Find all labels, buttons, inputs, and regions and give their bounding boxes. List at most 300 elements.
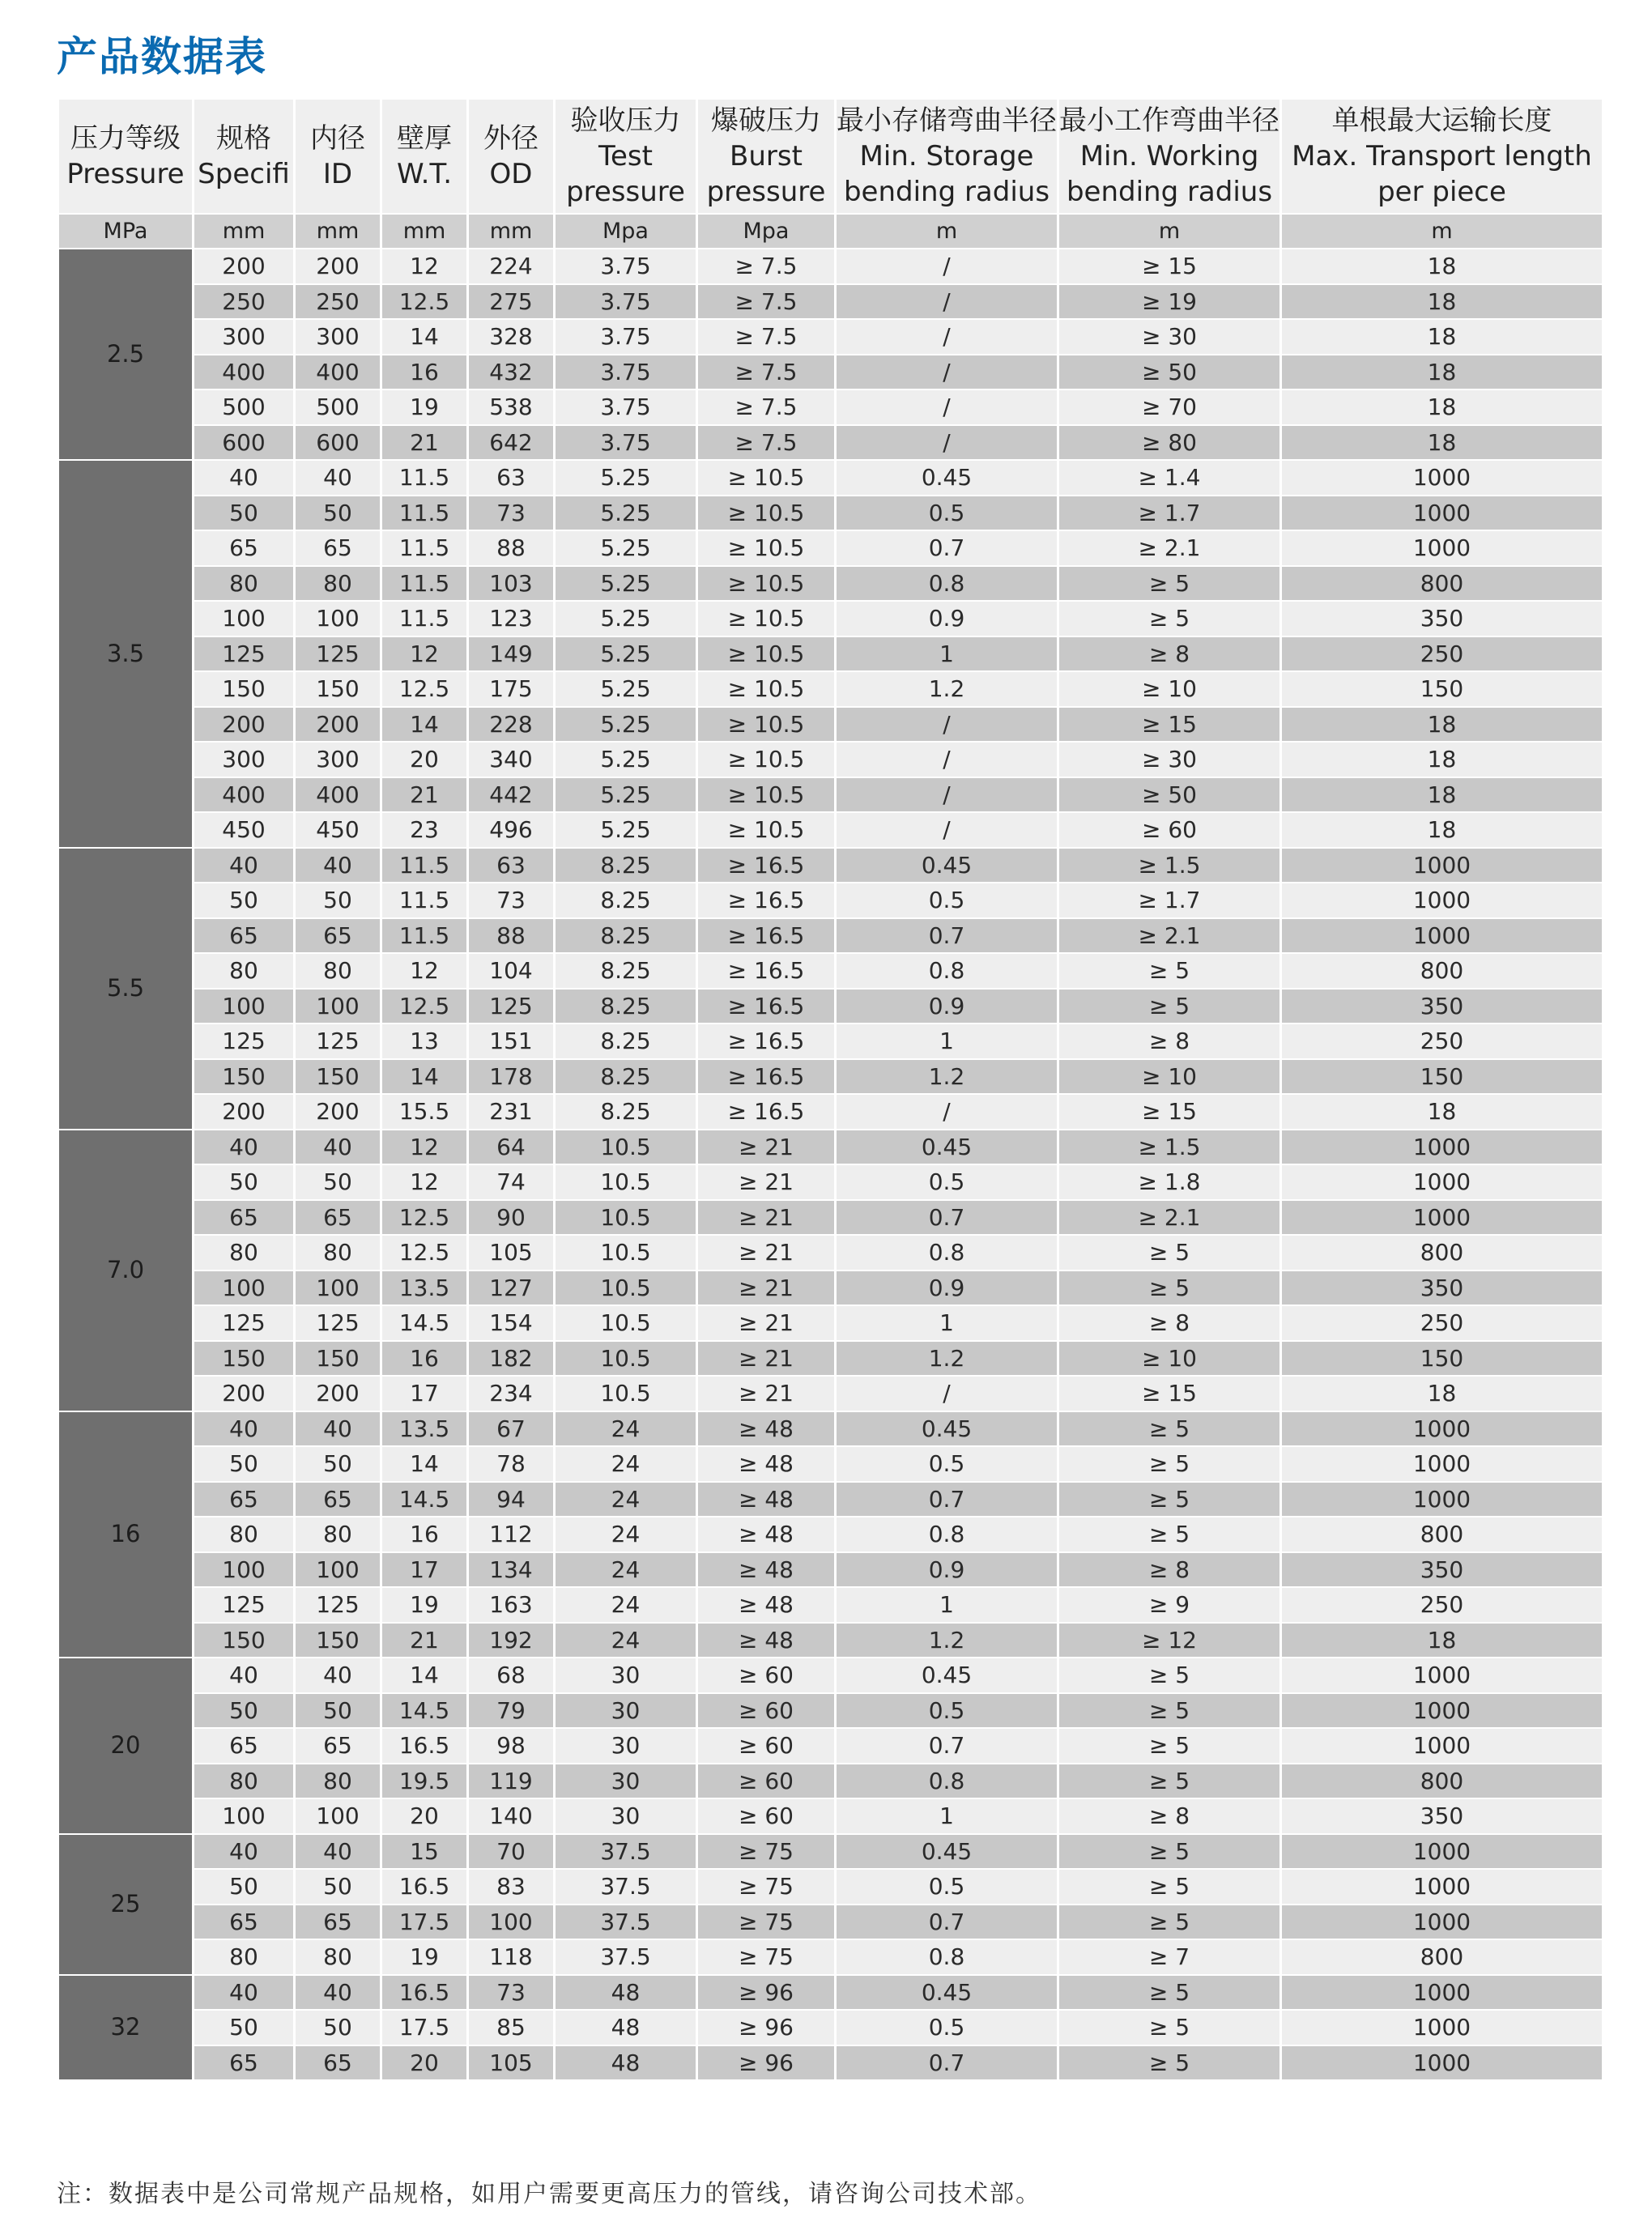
- table-cell: 18: [1282, 390, 1602, 424]
- table-cell: 140: [469, 1799, 553, 1833]
- column-header-en: bending radius: [1066, 176, 1273, 208]
- table-cell: 64: [469, 1130, 553, 1164]
- table-cell: 125: [469, 990, 553, 1024]
- table-cell: 0.7: [837, 1905, 1057, 1939]
- table-cell: 0.8: [837, 954, 1057, 988]
- table-cell: ≥ 60: [698, 1764, 834, 1798]
- table-cell: 40: [296, 849, 380, 883]
- table-cell: 200: [194, 1095, 293, 1129]
- table-cell: 100: [194, 1553, 293, 1587]
- table-cell: ≥ 60: [698, 1729, 834, 1763]
- table-cell: 12.5: [382, 990, 466, 1024]
- table-cell: ≥ 1.5: [1059, 1130, 1279, 1164]
- table-cell: 16.5: [382, 1976, 466, 2010]
- table-cell: 1000: [1282, 849, 1602, 883]
- table-cell: 65: [296, 1905, 380, 1939]
- column-header-en: Min. Storage: [859, 140, 1034, 172]
- table-cell: 0.45: [837, 1835, 1057, 1869]
- table-cell: 73: [469, 496, 553, 530]
- table-cell: ≥ 75: [698, 1905, 834, 1939]
- table-cell: 125: [194, 1024, 293, 1058]
- table-cell: 104: [469, 954, 553, 988]
- unit-cell: m: [1059, 215, 1279, 248]
- table-cell: 16.5: [382, 1870, 466, 1904]
- pressure-group-cell: 5.5: [59, 849, 192, 1129]
- table-cell: ≥ 21: [698, 1342, 834, 1376]
- table-cell: 8.25: [556, 1060, 696, 1094]
- table-cell: 63: [469, 849, 553, 883]
- table-cell: ≥ 5: [1059, 567, 1279, 601]
- table-cell: 50: [194, 1870, 293, 1904]
- table-cell: 65: [194, 1483, 293, 1517]
- table-cell: 300: [194, 320, 293, 354]
- table-cell: 1000: [1282, 1694, 1602, 1728]
- table-cell: 80: [194, 1517, 293, 1551]
- table-row: [59, 355, 1602, 389]
- table-cell: 1000: [1282, 461, 1602, 495]
- table-cell: 1.2: [837, 1060, 1057, 1094]
- table-cell: 200: [194, 708, 293, 742]
- table-cell: 0.9: [837, 1271, 1057, 1305]
- table-row: [59, 320, 1602, 354]
- table-cell: 94: [469, 1483, 553, 1517]
- table-cell: 24: [556, 1624, 696, 1658]
- table-cell: 800: [1282, 1940, 1602, 1974]
- table-cell: 100: [296, 1271, 380, 1305]
- table-cell: 8.25: [556, 1095, 696, 1129]
- table-cell: /: [837, 813, 1057, 847]
- unit-cell: mm: [382, 215, 466, 248]
- table-cell: 85: [469, 2011, 553, 2045]
- table-cell: ≥ 5: [1059, 990, 1279, 1024]
- table-cell: 10.5: [556, 1165, 696, 1199]
- table-cell: 19.5: [382, 1764, 466, 1798]
- table-row: [59, 1342, 1602, 1376]
- table-cell: 18: [1282, 708, 1602, 742]
- table-cell: 14: [382, 708, 466, 742]
- table-cell: ≥ 5: [1059, 1412, 1279, 1446]
- table-cell: ≥ 10.5: [698, 637, 834, 671]
- table-cell: ≥ 16.5: [698, 849, 834, 883]
- table-cell: 442: [469, 778, 553, 812]
- table-cell: 10.5: [556, 1236, 696, 1270]
- column-header-zh: 验收压力: [570, 104, 681, 137]
- unit-cell: mm: [194, 215, 293, 248]
- table-cell: 642: [469, 426, 553, 460]
- table-cell: 24: [556, 1483, 696, 1517]
- table-row: [59, 1764, 1602, 1798]
- table-cell: 5.25: [556, 743, 696, 777]
- table-cell: ≥ 8: [1059, 1024, 1279, 1058]
- table-cell: 0.9: [837, 602, 1057, 636]
- table-cell: 65: [194, 2046, 293, 2080]
- table-cell: ≥ 7.5: [698, 426, 834, 460]
- table-cell: 16: [382, 1342, 466, 1376]
- table-row: [59, 1870, 1602, 1904]
- table-cell: 70: [469, 1835, 553, 1869]
- table-cell: 30: [556, 1729, 696, 1763]
- table-cell: 48: [556, 2046, 696, 2080]
- table-row: [59, 1976, 1602, 2010]
- table-cell: ≥ 21: [698, 1377, 834, 1411]
- table-cell: 500: [194, 390, 293, 424]
- table-cell: 175: [469, 672, 553, 706]
- table-cell: 1000: [1282, 883, 1602, 917]
- table-cell: ≥ 21: [698, 1306, 834, 1340]
- table-cell: 500: [296, 390, 380, 424]
- unit-cell: mm: [469, 215, 553, 248]
- table-cell: /: [837, 285, 1057, 319]
- table-cell: 0.8: [837, 1236, 1057, 1270]
- table-cell: ≥ 96: [698, 2011, 834, 2045]
- table-cell: /: [837, 320, 1057, 354]
- table-cell: ≥ 50: [1059, 355, 1279, 389]
- table-row: [59, 602, 1602, 636]
- table-cell: 50: [296, 496, 380, 530]
- table-cell: 16.5: [382, 1729, 466, 1763]
- table-cell: 48: [556, 2011, 696, 2045]
- table-cell: 275: [469, 285, 553, 319]
- table-cell: 50: [194, 883, 293, 917]
- table-cell: ≥ 10.5: [698, 461, 834, 495]
- table-cell: 150: [296, 1624, 380, 1658]
- column-header-zh: 规格: [216, 122, 271, 155]
- column-header-en: pressure: [706, 176, 826, 208]
- table-cell: 105: [469, 2046, 553, 2080]
- table-cell: 149: [469, 637, 553, 671]
- table-cell: 50: [296, 1870, 380, 1904]
- table-cell: 65: [296, 1483, 380, 1517]
- table-cell: 250: [296, 285, 380, 319]
- table-cell: ≥ 2.1: [1059, 1201, 1279, 1235]
- column-header: [556, 100, 696, 213]
- table-cell: ≥ 7.5: [698, 355, 834, 389]
- table-cell: 11.5: [382, 883, 466, 917]
- table-cell: 12: [382, 1130, 466, 1164]
- table-cell: 14: [382, 320, 466, 354]
- table-cell: 14.5: [382, 1306, 466, 1340]
- table-cell: 100: [296, 1553, 380, 1587]
- table-row: [59, 285, 1602, 319]
- table-cell: 5.25: [556, 531, 696, 565]
- table-cell: 5.25: [556, 602, 696, 636]
- table-cell: 0.8: [837, 1940, 1057, 1974]
- table-cell: ≥ 10.5: [698, 567, 834, 601]
- table-cell: 5.25: [556, 637, 696, 671]
- table-cell: 200: [296, 1095, 380, 1129]
- table-cell: 1.2: [837, 1624, 1057, 1658]
- table-cell: 80: [296, 1517, 380, 1551]
- table-cell: 350: [1282, 1553, 1602, 1587]
- table-cell: 3.75: [556, 355, 696, 389]
- column-header: [296, 100, 380, 213]
- column-header: [698, 100, 834, 213]
- table-cell: 21: [382, 426, 466, 460]
- table-cell: 450: [296, 813, 380, 847]
- table-cell: 40: [194, 461, 293, 495]
- table-row: [59, 708, 1602, 742]
- table-cell: 14: [382, 1447, 466, 1481]
- column-header-zh: 外径: [483, 122, 539, 155]
- table-cell: 18: [1282, 813, 1602, 847]
- table-cell: 40: [194, 1976, 293, 2010]
- table-cell: ≥ 60: [698, 1694, 834, 1728]
- table-row: [59, 1799, 1602, 1833]
- table-cell: 18: [1282, 778, 1602, 812]
- table-cell: ≥ 5: [1059, 1764, 1279, 1798]
- table-cell: ≥ 48: [698, 1517, 834, 1551]
- column-header: [469, 100, 553, 213]
- table-cell: 178: [469, 1060, 553, 1094]
- table-cell: ≥ 60: [698, 1658, 834, 1692]
- table-cell: 100: [194, 1799, 293, 1833]
- table-row: [59, 1483, 1602, 1517]
- table-cell: 40: [194, 849, 293, 883]
- table-cell: 0.7: [837, 2046, 1057, 2080]
- table-cell: ≥ 96: [698, 2046, 834, 2080]
- table-row: [59, 1236, 1602, 1270]
- table-cell: ≥ 15: [1059, 1377, 1279, 1411]
- table-cell: ≥ 5: [1059, 1729, 1279, 1763]
- table-cell: 11.5: [382, 531, 466, 565]
- table-cell: 400: [194, 778, 293, 812]
- table-cell: ≥ 48: [698, 1553, 834, 1587]
- pressure-group-cell: 20: [59, 1658, 192, 1833]
- table-cell: /: [837, 708, 1057, 742]
- table-cell: 50: [296, 1694, 380, 1728]
- table-cell: 65: [194, 1201, 293, 1235]
- table-body: [59, 249, 1602, 2079]
- table-cell: 150: [1282, 1060, 1602, 1094]
- header-row: [59, 100, 1602, 213]
- table-cell: 18: [1282, 743, 1602, 777]
- table-cell: 18: [1282, 355, 1602, 389]
- table-cell: 13: [382, 1024, 466, 1058]
- table-cell: ≥ 48: [698, 1624, 834, 1658]
- table-row: [59, 1940, 1602, 1974]
- unit-cell: MPa: [59, 215, 192, 248]
- table-row: [59, 1024, 1602, 1058]
- table-cell: 0.8: [837, 1764, 1057, 1798]
- table-cell: ≥ 1.5: [1059, 849, 1279, 883]
- table-cell: ≥ 5: [1059, 602, 1279, 636]
- table-cell: 125: [296, 637, 380, 671]
- table-cell: 50: [296, 1447, 380, 1481]
- table-cell: 125: [296, 1024, 380, 1058]
- table-cell: 192: [469, 1624, 553, 1658]
- table-cell: 20: [382, 2046, 466, 2080]
- table-cell: 80: [296, 954, 380, 988]
- table-cell: 10.5: [556, 1130, 696, 1164]
- table-cell: ≥ 7: [1059, 1940, 1279, 1974]
- table-cell: 538: [469, 390, 553, 424]
- table-cell: 496: [469, 813, 553, 847]
- table-cell: 50: [296, 2011, 380, 2045]
- table-cell: 0.8: [837, 1517, 1057, 1551]
- table-cell: 100: [296, 602, 380, 636]
- table-row: [59, 849, 1602, 883]
- table-cell: 17: [382, 1377, 466, 1411]
- table-cell: 12.5: [382, 672, 466, 706]
- table-cell: 1000: [1282, 919, 1602, 953]
- table-cell: 1: [837, 1588, 1057, 1622]
- table-cell: 20: [382, 743, 466, 777]
- table-cell: 50: [296, 883, 380, 917]
- table-cell: 80: [296, 1764, 380, 1798]
- table-cell: 12.5: [382, 1201, 466, 1235]
- table-cell: 11.5: [382, 461, 466, 495]
- table-cell: 150: [194, 1342, 293, 1376]
- table-cell: 100: [469, 1905, 553, 1939]
- table-cell: ≥ 15: [1059, 708, 1279, 742]
- table-cell: ≥ 19: [1059, 285, 1279, 319]
- table-cell: 73: [469, 883, 553, 917]
- table-cell: 5.25: [556, 778, 696, 812]
- table-cell: 65: [296, 2046, 380, 2080]
- table-cell: 12: [382, 249, 466, 283]
- table-cell: 1.2: [837, 672, 1057, 706]
- table-cell: 40: [194, 1658, 293, 1692]
- table-cell: ≥ 10.5: [698, 602, 834, 636]
- table-cell: 200: [296, 1377, 380, 1411]
- table-row: [59, 426, 1602, 460]
- table-cell: 90: [469, 1201, 553, 1235]
- table-cell: 600: [296, 426, 380, 460]
- table-cell: 10.5: [556, 1271, 696, 1305]
- table-cell: 154: [469, 1306, 553, 1340]
- table-cell: 1000: [1282, 1976, 1602, 2010]
- table-cell: 1000: [1282, 1658, 1602, 1692]
- table-cell: ≥ 50: [1059, 778, 1279, 812]
- product-data-table: [57, 98, 1604, 2081]
- column-header-en: Burst: [730, 140, 803, 172]
- table-cell: 800: [1282, 954, 1602, 988]
- table-cell: 125: [296, 1588, 380, 1622]
- column-header: [1282, 100, 1602, 213]
- table-cell: 432: [469, 355, 553, 389]
- column-header-en: ID: [322, 158, 353, 190]
- table-cell: 3.75: [556, 320, 696, 354]
- table-cell: ≥ 10.5: [698, 496, 834, 530]
- table-cell: ≥ 8: [1059, 1553, 1279, 1587]
- table-cell: 11.5: [382, 919, 466, 953]
- column-header-en: bending radius: [843, 176, 1050, 208]
- table-cell: ≥ 8: [1059, 1799, 1279, 1833]
- table-cell: 18: [1282, 426, 1602, 460]
- table-cell: ≥ 8: [1059, 1306, 1279, 1340]
- table-cell: 0.7: [837, 1729, 1057, 1763]
- table-cell: 40: [296, 1412, 380, 1446]
- table-row: [59, 2011, 1602, 2045]
- table-cell: 163: [469, 1588, 553, 1622]
- table-cell: ≥ 16.5: [698, 919, 834, 953]
- table-row: [59, 813, 1602, 847]
- table-cell: 3.75: [556, 426, 696, 460]
- table-cell: ≥ 5: [1059, 1517, 1279, 1551]
- unit-cell: m: [1282, 215, 1602, 248]
- table-cell: 16: [382, 1517, 466, 1551]
- table-cell: 65: [194, 531, 293, 565]
- table-cell: 1000: [1282, 1412, 1602, 1446]
- table-row: [59, 1060, 1602, 1094]
- table-cell: ≥ 5: [1059, 1236, 1279, 1270]
- table-row: [59, 990, 1602, 1024]
- table-row: [59, 743, 1602, 777]
- table-cell: ≥ 1.8: [1059, 1165, 1279, 1199]
- table-cell: 8.25: [556, 1024, 696, 1058]
- table-cell: 350: [1282, 1799, 1602, 1833]
- table-cell: 40: [194, 1130, 293, 1164]
- table-cell: 16: [382, 355, 466, 389]
- table-cell: 200: [296, 249, 380, 283]
- table-cell: 88: [469, 919, 553, 953]
- column-header: [382, 100, 466, 213]
- table-cell: 125: [296, 1306, 380, 1340]
- table-cell: ≥ 10.5: [698, 813, 834, 847]
- table-cell: 0.7: [837, 919, 1057, 953]
- table-cell: 350: [1282, 602, 1602, 636]
- table-cell: 30: [556, 1694, 696, 1728]
- table-cell: 1000: [1282, 2011, 1602, 2045]
- table-cell: 15.5: [382, 1095, 466, 1129]
- table-row: [59, 249, 1602, 283]
- table-cell: 125: [194, 1306, 293, 1340]
- table-cell: 8.25: [556, 883, 696, 917]
- table-cell: /: [837, 778, 1057, 812]
- table-cell: 127: [469, 1271, 553, 1305]
- table-row: [59, 1729, 1602, 1763]
- pressure-group-cell: 2.5: [59, 249, 192, 459]
- table-cell: 0.5: [837, 883, 1057, 917]
- table-cell: 24: [556, 1447, 696, 1481]
- table-cell: 88: [469, 531, 553, 565]
- table-cell: /: [837, 355, 1057, 389]
- table-cell: /: [837, 390, 1057, 424]
- table-cell: ≥ 9: [1059, 1588, 1279, 1622]
- table-cell: 11.5: [382, 496, 466, 530]
- table-cell: ≥ 8: [1059, 637, 1279, 671]
- table-cell: 150: [296, 1060, 380, 1094]
- table-cell: 328: [469, 320, 553, 354]
- table-cell: 21: [382, 778, 466, 812]
- table-row: [59, 2046, 1602, 2080]
- table-cell: ≥ 96: [698, 1976, 834, 2010]
- table-cell: ≥ 5: [1059, 1905, 1279, 1939]
- table-cell: 80: [194, 1236, 293, 1270]
- table-cell: 100: [194, 1271, 293, 1305]
- table-cell: 13.5: [382, 1412, 466, 1446]
- table-cell: ≥ 16.5: [698, 1095, 834, 1129]
- table-cell: ≥ 2.1: [1059, 919, 1279, 953]
- table-cell: 3.75: [556, 285, 696, 319]
- table-cell: /: [837, 743, 1057, 777]
- table-cell: 103: [469, 567, 553, 601]
- table-cell: 14.5: [382, 1483, 466, 1517]
- table-cell: 1.2: [837, 1342, 1057, 1376]
- table-cell: 1000: [1282, 1835, 1602, 1869]
- table-cell: 123: [469, 602, 553, 636]
- column-header-zh: 最小工作弯曲半径: [1059, 104, 1279, 137]
- table-row: [59, 1624, 1602, 1658]
- table-cell: /: [837, 249, 1057, 283]
- table-cell: ≥ 48: [698, 1483, 834, 1517]
- table-cell: 231: [469, 1095, 553, 1129]
- column-header-en: OD: [489, 158, 533, 190]
- table-cell: 1000: [1282, 531, 1602, 565]
- table-cell: ≥ 60: [698, 1799, 834, 1833]
- table-cell: 0.9: [837, 990, 1057, 1024]
- table-cell: ≥ 75: [698, 1940, 834, 1974]
